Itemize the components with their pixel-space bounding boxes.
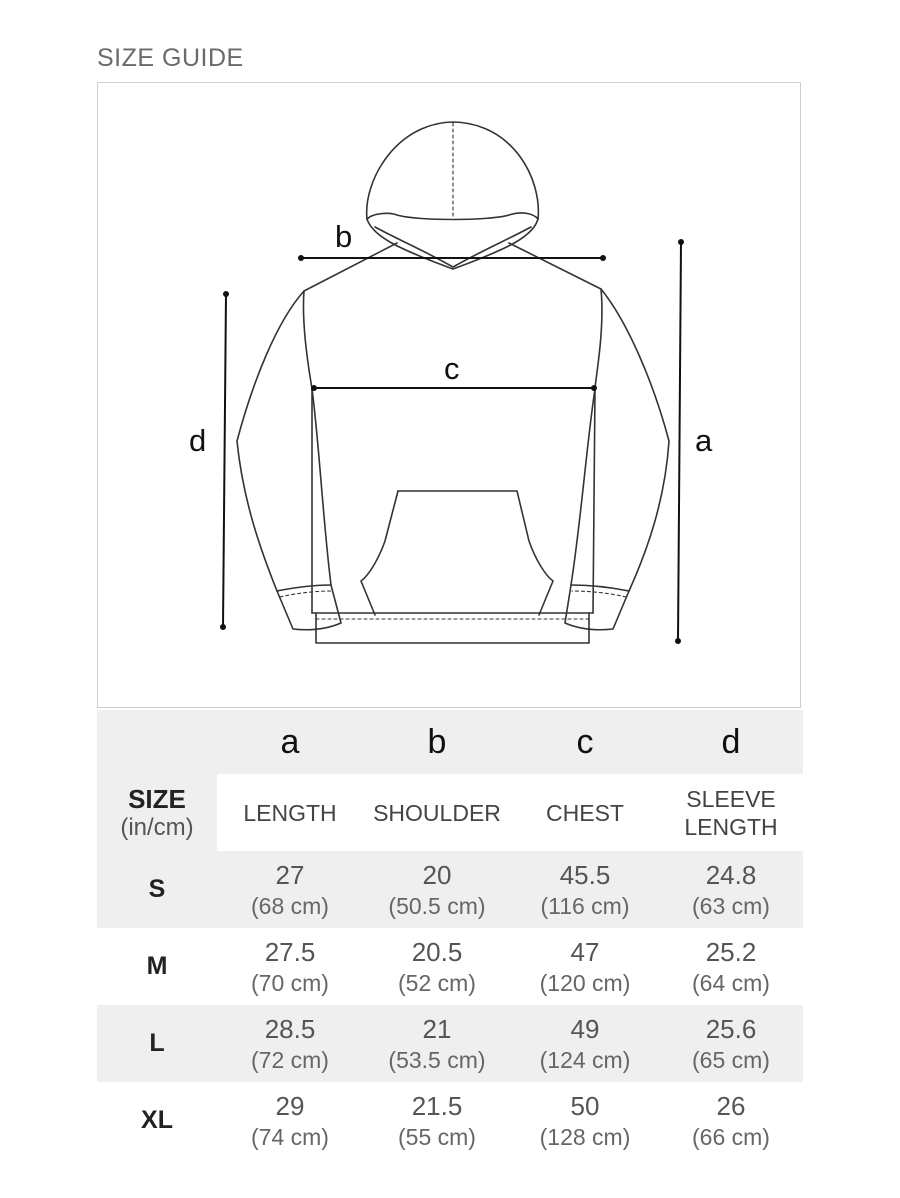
label-d: d xyxy=(189,423,207,458)
value-cm: (63 cm) xyxy=(692,892,770,919)
hoodie-illustration xyxy=(98,83,802,709)
column-header-length xyxy=(217,774,363,851)
value-cell xyxy=(511,1005,659,1082)
value-cm: (124 cm) xyxy=(539,1046,631,1073)
label-b: b xyxy=(335,219,353,254)
column-header-text: LENGTH xyxy=(684,813,778,840)
size-label: M xyxy=(146,952,168,980)
size-cell xyxy=(97,851,217,928)
column-header-shoulder xyxy=(363,774,511,851)
table-row xyxy=(97,1005,803,1082)
value-cm: (55 cm) xyxy=(398,1123,476,1150)
table-row xyxy=(97,928,803,1005)
value-inches: 29 xyxy=(275,1090,305,1121)
value-cm: (120 cm) xyxy=(539,969,631,996)
value-cell xyxy=(217,1082,363,1159)
value-cell xyxy=(363,928,511,1005)
size-cell xyxy=(97,928,217,1005)
label-a: a xyxy=(695,423,713,458)
letter-blank xyxy=(97,710,217,774)
value-cm: (70 cm) xyxy=(251,969,329,996)
value-cm: (53.5 cm) xyxy=(388,1046,486,1073)
value-inches: 27 xyxy=(275,859,305,890)
value-cm: (65 cm) xyxy=(692,1046,770,1073)
value-cell xyxy=(659,928,803,1005)
value-cm: (50.5 cm) xyxy=(388,892,486,919)
value-cm: (52 cm) xyxy=(398,969,476,996)
value-cm: (74 cm) xyxy=(251,1123,329,1150)
size-cell xyxy=(97,1005,217,1082)
value-cm: (72 cm) xyxy=(251,1046,329,1073)
value-cell xyxy=(363,1005,511,1082)
unit-header: (in/cm) xyxy=(120,813,194,841)
value-inches: 25.2 xyxy=(705,936,757,967)
value-cm: (68 cm) xyxy=(251,892,329,919)
column-header-sleeve-length xyxy=(659,774,803,851)
value-inches: 24.8 xyxy=(705,859,757,890)
value-inches: 50 xyxy=(570,1090,600,1121)
value-inches: 27.5 xyxy=(264,936,316,967)
value-inches: 47 xyxy=(570,936,600,967)
column-header-text: SHOULDER xyxy=(373,799,501,826)
value-inches: 25.6 xyxy=(705,1013,757,1044)
value-cell xyxy=(511,928,659,1005)
letter-b: b xyxy=(427,722,447,761)
letter-c: c xyxy=(576,722,594,761)
value-inches: 49 xyxy=(570,1013,600,1044)
value-cm: (116 cm) xyxy=(540,892,630,919)
value-cell xyxy=(659,1082,803,1159)
table-row xyxy=(97,851,803,928)
value-cell xyxy=(659,851,803,928)
value-cm: (66 cm) xyxy=(692,1123,770,1150)
table-row xyxy=(97,1082,803,1159)
letter-row xyxy=(97,710,803,774)
value-cell xyxy=(511,851,659,928)
value-cm: (128 cm) xyxy=(539,1123,631,1150)
column-header-text: CHEST xyxy=(546,799,624,826)
column-header-text: LENGTH xyxy=(243,799,337,826)
value-cell xyxy=(659,1005,803,1082)
hoodie-diagram xyxy=(97,82,801,708)
value-cell xyxy=(363,1082,511,1159)
size-label: XL xyxy=(141,1106,173,1134)
letter-a: a xyxy=(280,722,300,761)
size-label: S xyxy=(148,875,166,903)
value-inches: 21.5 xyxy=(411,1090,463,1121)
header-row xyxy=(97,774,803,851)
value-cell xyxy=(217,928,363,1005)
value-cell xyxy=(511,1082,659,1159)
value-inches: 26 xyxy=(716,1090,746,1121)
size-cell xyxy=(97,1082,217,1159)
value-inches: 21 xyxy=(422,1013,452,1044)
value-inches: 28.5 xyxy=(264,1013,316,1044)
value-cell xyxy=(217,851,363,928)
value-cell xyxy=(217,1005,363,1082)
size-table xyxy=(97,710,803,1159)
size-label: L xyxy=(149,1029,165,1057)
label-c: c xyxy=(444,351,460,386)
page-title: SIZE GUIDE xyxy=(97,44,244,72)
value-inches: 45.5 xyxy=(559,859,611,890)
column-header-chest xyxy=(511,774,659,851)
size-header-cell xyxy=(97,774,217,851)
value-inches: 20.5 xyxy=(411,936,463,967)
size-header: SIZE xyxy=(128,783,186,814)
value-cm: (64 cm) xyxy=(692,969,770,996)
column-header-text: SLEEVE xyxy=(686,785,776,812)
letter-d: d xyxy=(721,722,741,761)
value-inches: 20 xyxy=(422,859,452,890)
value-cell xyxy=(363,851,511,928)
